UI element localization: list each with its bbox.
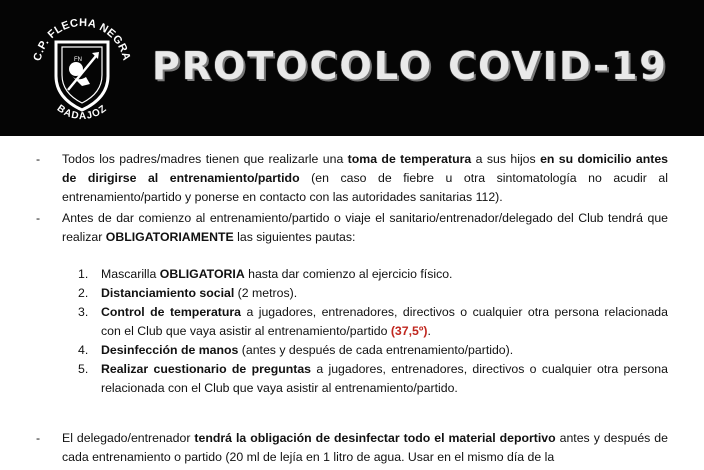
text-run: a sus hijos: [471, 152, 541, 166]
text-run: antes y después de cada entrenamiento o partido (20 ml de lejía en 1 litro de agua. Usar en el mismo día de la: [62, 431, 668, 464]
step-item: [78, 284, 668, 303]
step-number: 5.: [78, 362, 89, 376]
text-run: OBLIGATORIAMENTE: [105, 230, 234, 244]
document-body: [0, 136, 704, 470]
step-item: [78, 303, 668, 341]
text-run: Antes de dar comienzo al entrenamiento/partido o viaje el sanitario/entrenador/delegado del Club tendrá que realizar: [62, 211, 668, 244]
text-run: (2 metros).: [234, 286, 298, 300]
text-run: a jugadores, entrenadores, directivos o cualquier otra persona relacionada con el Club que vaya asistir al entrenamiento/partido.: [101, 362, 668, 395]
step-item: [78, 341, 668, 360]
step-item: [78, 360, 668, 398]
text-run: Todos los padres/madres tienen que realizarle una: [62, 152, 348, 166]
logo-badge-letters: FN: [74, 57, 82, 63]
text-run: El delegado/entrenador: [62, 431, 195, 445]
bullet-dash: -: [36, 152, 41, 166]
text-run: Control de temperatura: [101, 305, 242, 319]
text-run: hasta dar comienzo al ejercicio físico.: [244, 267, 453, 281]
page-title: PROTOCOLO COVID-19: [152, 44, 668, 88]
step-number: 1.: [78, 267, 89, 281]
step-number: 2.: [78, 286, 89, 300]
text-run: Desinfección de manos: [101, 343, 239, 357]
paragraph-temperature: [62, 150, 668, 207]
logo-bottom-text: BADAJOZ: [54, 102, 110, 123]
bullet-dash: -: [36, 211, 41, 225]
text-run: a jugadores, entrenadores, directivos o cualquier otra persona relacionada con el Club que vaya asistir al entrenamiento/partido: [101, 305, 668, 338]
text-run: (en caso de fiebre u otra sintomatología no acudir al entrenamiento/partido y ponerse en contacto con las autoridades sanitarias 112).: [62, 171, 668, 204]
text-run: (37,5º): [390, 324, 428, 338]
club-logo: [26, 6, 138, 128]
text-run: (antes y después de cada entrenamiento/partido).: [238, 343, 514, 357]
step-number: 4.: [78, 343, 89, 357]
paragraph-pautas: [62, 209, 668, 247]
step-item: [78, 265, 668, 284]
text-run: toma de temperatura: [347, 152, 472, 166]
text-run: en su domicilio antes de dirigirse al entrenamiento/partido: [62, 152, 669, 185]
logo-top-text: C.P. FLECHA NEGRA: [31, 16, 133, 63]
text-run: las siguientes pautas:: [233, 230, 356, 244]
paragraph-material: [62, 429, 668, 467]
bullet-dash: -: [36, 431, 41, 445]
text-run: tendrá la obligación de desinfectar todo el material deportivo: [194, 431, 556, 445]
text-run: Mascarilla: [101, 267, 160, 281]
step-number: 3.: [78, 305, 89, 319]
text-run: Distanciamiento social: [101, 286, 235, 300]
text-run: OBLIGATORIA: [159, 267, 245, 281]
steps-list: [78, 265, 668, 398]
text-run: Realizar cuestionario de preguntas: [101, 362, 312, 376]
header-banner: [0, 0, 704, 136]
text-run: .: [427, 324, 431, 338]
